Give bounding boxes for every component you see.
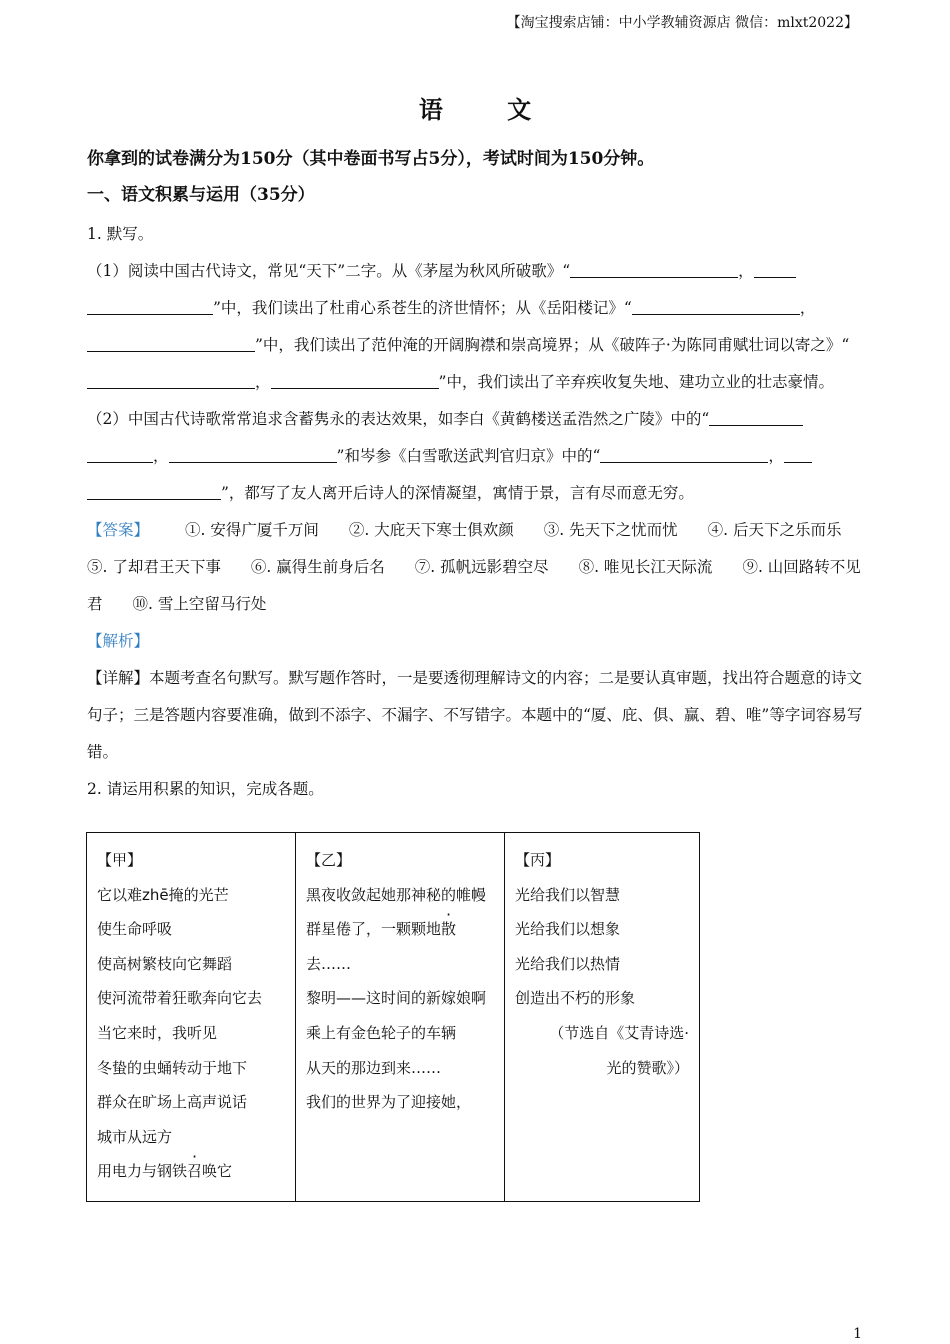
- poem-head: 【丙】: [515, 851, 561, 869]
- poem-line: 乘上有金色轮子的车辆: [306, 1023, 457, 1042]
- q1-part1: [87, 253, 867, 401]
- blank[interactable]: [570, 261, 738, 278]
- poem-line: [306, 912, 494, 981]
- poem-line: 它以难zhē掩的光芒: [97, 885, 229, 904]
- poem-line: 创造出不朽的形象: [515, 989, 636, 1008]
- answer-item: ⑦. 孤帆远影碧空尽: [414, 558, 549, 576]
- poem-line: 光给我们以热情: [515, 954, 621, 973]
- text: 群星倦了，一颗颗地: [306, 920, 442, 939]
- page-number: 1: [853, 1326, 862, 1342]
- exam-intro: 你拿到的试卷满分为150分（其中卷面书写占5分），考试时间为150分钟。: [87, 149, 655, 169]
- text: ，: [255, 373, 271, 391]
- page-title: 语 文: [418, 95, 560, 124]
- poem-line: 光给我们以智慧: [515, 885, 621, 904]
- answer-item: ③. 先天下之忧而忧: [543, 521, 678, 539]
- blank[interactable]: [754, 261, 796, 278]
- text: ”中，我们读出了杜甫心系苍生的济世情怀；从《岳阳楼记》“: [213, 299, 632, 317]
- poem-line: 冬蛰的虫蛹转动于地下: [97, 1058, 248, 1077]
- text: ，: [153, 447, 169, 465]
- poem-line: 黑夜收敛起她那神秘的帷幔: [306, 885, 487, 904]
- poem-line: 使高树繁枝向它舞蹈: [97, 954, 233, 973]
- blank[interactable]: [600, 446, 768, 463]
- q1-label: 1. 默写。: [87, 225, 154, 243]
- poem-line: [97, 1154, 285, 1189]
- poem-line: 我们的世界为了迎接她，: [306, 1093, 472, 1112]
- text: 唤它: [202, 1162, 233, 1181]
- poem-line: 当它来时，我听见: [97, 1023, 218, 1042]
- question-1: [87, 216, 867, 808]
- answer-item: ⑥. 赢得生前身后名: [250, 558, 385, 576]
- poem-line: 群众在旷场上高声说话: [97, 1093, 248, 1112]
- blank[interactable]: [87, 446, 153, 463]
- text: ，: [768, 447, 784, 465]
- answer-item: ②. 大庇天下寒士俱欢颜: [348, 521, 514, 539]
- poem-head: 【甲】: [97, 851, 143, 869]
- poem-line: 光给我们以想象: [515, 920, 621, 939]
- poem-jia: [87, 833, 296, 1202]
- answer-block: [87, 512, 867, 623]
- text: 去……: [306, 954, 352, 973]
- section-heading: 一、语文积累与运用（35分）: [87, 185, 315, 205]
- poem-line: 使生命呼吸: [97, 920, 173, 939]
- blank[interactable]: [784, 446, 812, 463]
- blank[interactable]: [87, 372, 255, 389]
- text: ”，都写了友人离开后诗人的深情凝望，寓情于景，言有尽而意无穷。: [221, 484, 694, 502]
- poem-credit: 光的赞歌》）: [606, 1058, 689, 1077]
- poem-credit: （节选自《艾青诗选·: [549, 1023, 689, 1042]
- blank[interactable]: [632, 298, 800, 315]
- blank[interactable]: [87, 298, 213, 315]
- answer-item: ①. 安得广厦千万间: [185, 521, 319, 539]
- text: ，: [738, 262, 754, 280]
- text: ”中，我们读出了辛弃疾收复失地、建功立业的壮志豪情。: [438, 373, 834, 391]
- text: ”中，我们读出了范仲淹的开阔胸襟和崇高境界；从《破阵子·为陈同甫赋壮词以寄之》“: [255, 336, 850, 354]
- poem-line: 从天的那边到来……: [306, 1058, 442, 1077]
- poem-bing: [505, 833, 700, 1202]
- blank[interactable]: [87, 335, 255, 352]
- text: ”和岑参《白雪歌送武判官归京》中的“: [336, 447, 601, 465]
- poem-line: 黎明——这时间的新嫁娘啊: [306, 989, 487, 1008]
- text: （1）阅读中国古代诗文，常见“天下”二字。从《茅屋为秋风所破歌》“: [87, 262, 571, 280]
- poems-table: [86, 832, 700, 1202]
- blank[interactable]: [87, 483, 221, 500]
- answer-item: ⑩. 雪上空留马行处: [132, 595, 267, 613]
- text: 用电力与钢铁: [97, 1162, 188, 1181]
- blank[interactable]: [169, 446, 337, 463]
- blank[interactable]: [271, 372, 439, 389]
- text: ，: [799, 299, 816, 317]
- poem-head: 【乙】: [306, 851, 352, 869]
- emphasis-char: 散: [441, 920, 457, 939]
- answer-item: ⑧. 唯见长江天际流: [578, 558, 713, 576]
- blank[interactable]: [709, 409, 803, 426]
- q2-label: 2. 请运用积累的知识，完成各题。: [87, 780, 324, 798]
- q1-part2: [87, 401, 867, 512]
- detail-text: 【详解】本题考查名句默写。默写题作答时，一是要透彻理解诗文的内容；二是要认真审题，找出符合题意的诗文句子；三是答题内容要准确，做到不添字、不漏字、不写错字。本题中的“厦、庇、俱、赢、碧、唯”等字词容易写错。: [87, 669, 863, 761]
- answer-item: ⑤. 了却君王天下事: [87, 558, 221, 576]
- poem-line: 城市从远方: [97, 1127, 173, 1146]
- poem-line: 使河流带着狂歌奔向它去: [97, 989, 263, 1008]
- poem-yi: [296, 833, 505, 1202]
- header-note: 【淘宝搜索店铺：中小学教辅资源店 微信：mlxt2022】: [506, 15, 858, 31]
- text: （2）中国古代诗歌常常追求含蓄隽永的表达效果，如李白《黄鹤楼送孟浩然之广陵》中的“: [87, 410, 710, 428]
- answer-item: ⑨. 山回路转不见君: [87, 558, 861, 613]
- answer-item: ④. 后天下之乐而乐: [707, 521, 842, 539]
- emphasis-char: 召: [187, 1162, 203, 1181]
- analysis-tag: 【解析】: [87, 632, 150, 650]
- answer-tag: 【答案】: [87, 521, 150, 539]
